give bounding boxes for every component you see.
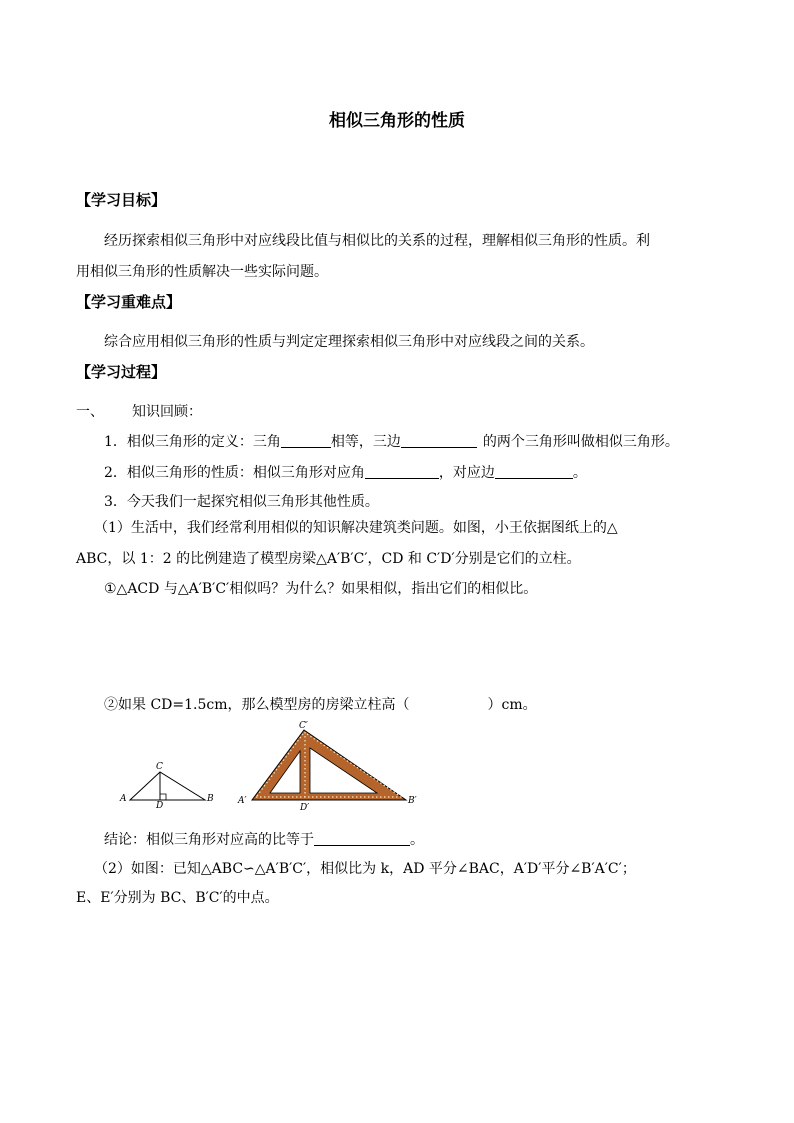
answer-blank[interactable]: [281, 432, 331, 448]
item2-text-c: 。: [572, 465, 587, 481]
goals-text-line2: 用相似三角形的性质解决一些实际问题。: [76, 264, 328, 280]
label-c: C: [156, 762, 163, 772]
answer-blank[interactable]: [401, 432, 477, 448]
q1-line2: ABC，以 1：2 的比例建造了模型房梁△A′B′C′，CD 和 C′D′分别是它们的立柱。: [76, 551, 581, 567]
item1: [104, 432, 679, 452]
page-title: 相似三角形的性质: [329, 111, 465, 131]
part1-heading: [76, 402, 202, 422]
part1-number: 一、: [76, 404, 104, 420]
q1-sub2-text-b: ）cm。: [487, 697, 537, 713]
beam-triangle-figure: [236, 718, 426, 810]
key-text: 综合应用相似三角形的性质与判定定理探索相似三角形中对应线段之间的关系。: [104, 334, 594, 350]
conclusion-text-a: 结论：相似三角形对应高的比等于: [104, 832, 314, 848]
label-d-prime: D′: [300, 803, 310, 810]
process-heading: 【学习过程】: [76, 363, 167, 381]
item1-text-a: 1．相似三角形的定义：三角: [104, 434, 281, 450]
answer-blank[interactable]: [314, 830, 410, 846]
goals-text-line1: 经历探索相似三角形中对应线段比值与相似比的关系的过程，理解相似三角形的性质。利: [104, 233, 650, 249]
item2-text-b: ，对应边: [438, 465, 495, 481]
conclusion: [104, 830, 424, 850]
answer-blank[interactable]: [495, 463, 573, 479]
key-heading: 【学习重难点】: [76, 293, 182, 311]
label-b: B: [207, 794, 214, 804]
label-c-prime: C′: [299, 721, 308, 731]
beam-inner-right: [310, 748, 377, 793]
label-d: D: [156, 801, 164, 808]
part1-label: 知识回顾：: [132, 404, 202, 420]
item2-text-a: 2．相似三角形的性质：相似三角形对应角: [104, 465, 365, 481]
item1-text-b: 相等，三边: [330, 434, 401, 450]
answer-blank[interactable]: [365, 463, 439, 479]
q1-sub1: ①△ACD 与△A′B′C′相似吗？为什么？如果相似，指出它们的相似比。: [104, 581, 538, 597]
small-triangle-figure: [116, 760, 216, 808]
small-triangle: [130, 772, 205, 800]
goals-heading: 【学习目标】: [76, 191, 167, 209]
label-a: A: [120, 794, 127, 804]
label-a-prime: A′: [238, 796, 247, 806]
q1-sub2: [104, 695, 537, 715]
conclusion-text-b: 。: [410, 832, 424, 848]
item3: 3．今天我们一起探究相似三角形其他性质。: [104, 494, 379, 510]
label-b-prime: B′: [408, 796, 417, 806]
q2-line1: （2）如图：已知△ABC∽△A′B′C′，相似比为 k，AD 平分∠BAC，A′D′平分∠B′A′C′；: [94, 861, 636, 877]
q1-line1: （1）生活中，我们经常利用相似的知识解决建筑类问题。如图，小王依据图纸上的△: [94, 520, 618, 536]
q1-sub2-text-a: ②如果 CD=1.5cm，那么模型房的房梁立柱高（: [104, 697, 410, 713]
item1-text-c: 的两个三角形叫做相似三角形。: [482, 434, 679, 450]
right-angle-mark: [160, 794, 166, 800]
item2: [104, 463, 587, 483]
q2-line2: E、E′分别为 BC、B′C′的中点。: [76, 890, 279, 906]
